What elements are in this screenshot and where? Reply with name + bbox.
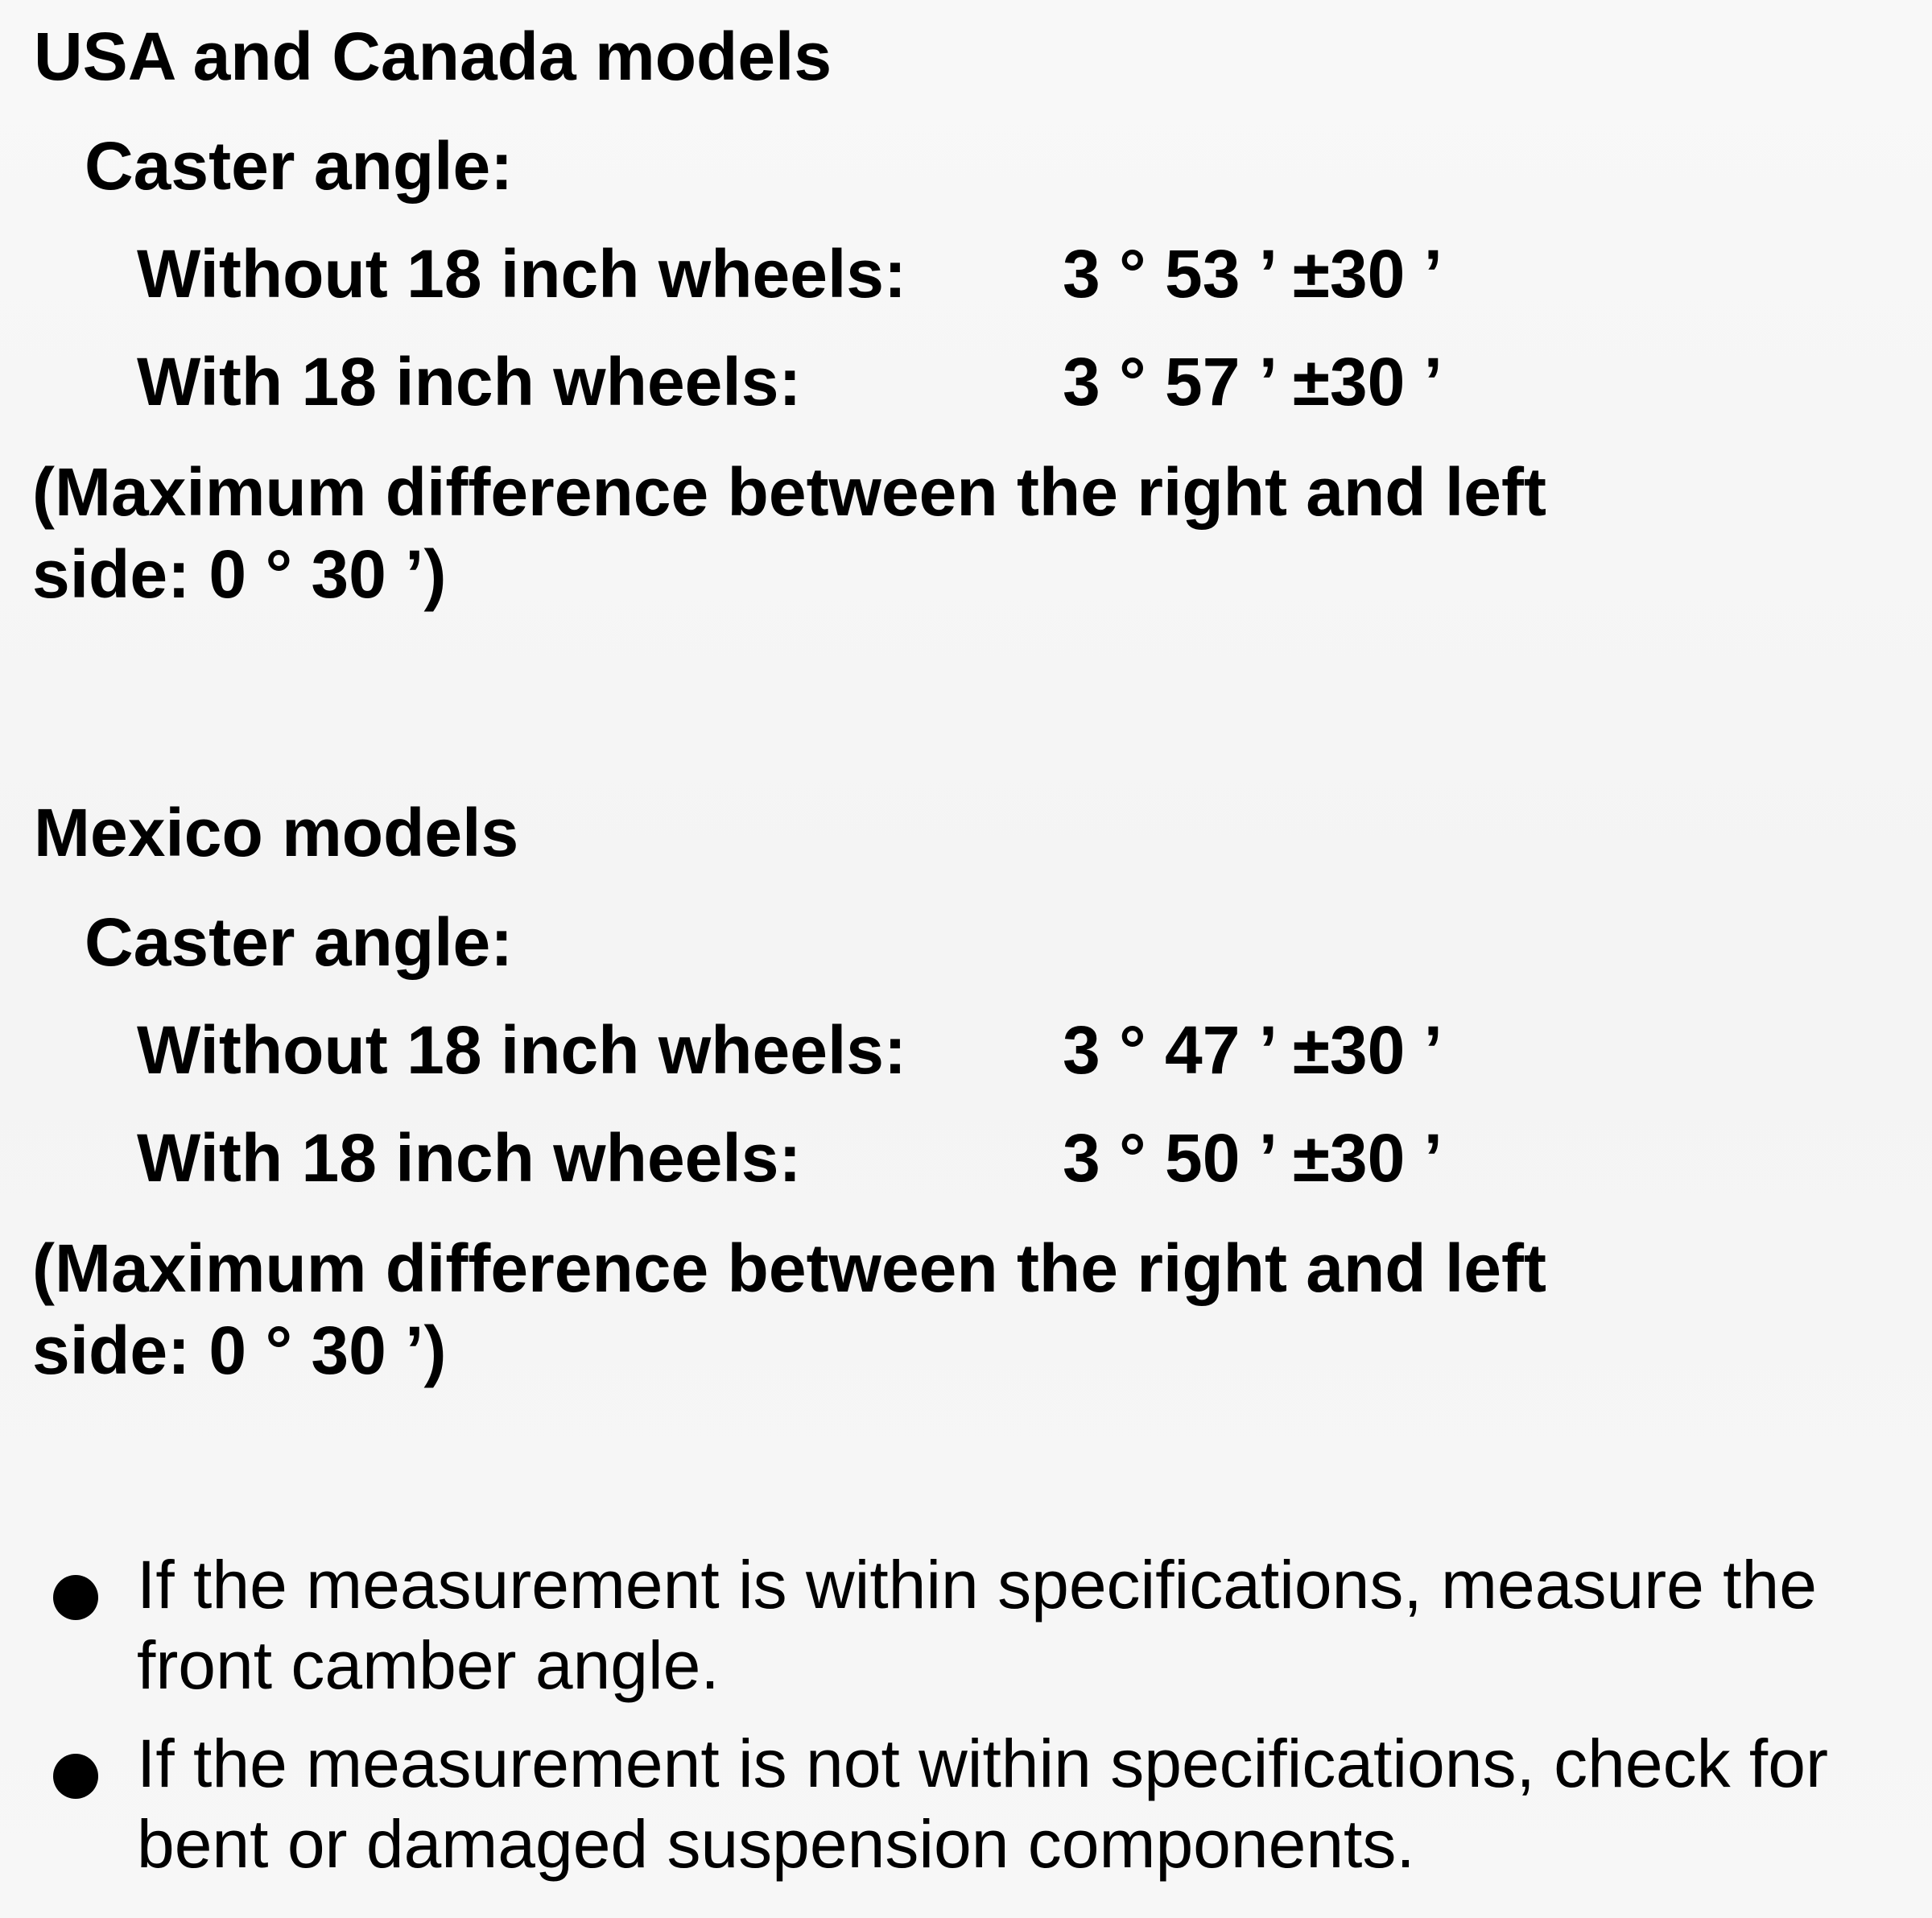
bullet-text-line2: front camber angle. <box>137 1627 720 1703</box>
mexico-caster-angle-heading: Caster angle: <box>85 904 514 980</box>
mexico-with-18-label: With 18 inch wheels: <box>137 1120 802 1196</box>
usa-canada-without-18-label: Without 18 inch wheels: <box>137 236 906 312</box>
bullet-text-within-specifications <box>137 1544 1908 1705</box>
mexico-max-difference-line1: (Maximum difference between the right and left <box>32 1230 1546 1306</box>
bullet-icon <box>53 1575 98 1620</box>
usa-canada-section-title: USA and Canada models <box>34 19 832 94</box>
usa-canada-without-18-row <box>0 236 1932 320</box>
mexico-with-18-value: 3 ° 50 ’ ±30 ’ <box>1063 1120 1443 1196</box>
usa-canada-with-18-row <box>0 344 1932 428</box>
bullet-text-line1: If the measurement is within specifications, measure the <box>137 1547 1817 1622</box>
bullet-text-line1: If the measurement is not within specifications, check for <box>137 1726 1828 1801</box>
bullet-icon <box>53 1754 98 1799</box>
bullet-item-not-within-specifications <box>0 1723 1932 1900</box>
usa-canada-caster-angle-heading: Caster angle: <box>85 128 514 204</box>
usa-canada-max-difference-note <box>32 451 1803 615</box>
mexico-without-18-row <box>0 1012 1932 1097</box>
mexico-without-18-value: 3 ° 47 ’ ±30 ’ <box>1063 1012 1443 1088</box>
mexico-section-title: Mexico models <box>34 795 519 870</box>
usa-canada-max-difference-line2: side: 0 ° 30 ’) <box>32 536 447 612</box>
usa-canada-max-difference-line1: (Maximum difference between the right and left <box>32 454 1546 530</box>
bullet-text-line2: bent or damaged suspension components. <box>137 1806 1415 1882</box>
mexico-with-18-row <box>0 1120 1932 1205</box>
usa-canada-without-18-value: 3 ° 53 ’ ±30 ’ <box>1063 236 1443 312</box>
usa-canada-with-18-label: With 18 inch wheels: <box>137 344 802 420</box>
mexico-max-difference-note <box>32 1227 1803 1391</box>
mexico-without-18-label: Without 18 inch wheels: <box>137 1012 906 1088</box>
usa-canada-with-18-value: 3 ° 57 ’ ±30 ’ <box>1063 344 1443 420</box>
bullet-item-within-specifications <box>0 1544 1932 1722</box>
mexico-max-difference-line2: side: 0 ° 30 ’) <box>32 1312 447 1388</box>
bullet-text-not-within-specifications <box>137 1723 1908 1884</box>
